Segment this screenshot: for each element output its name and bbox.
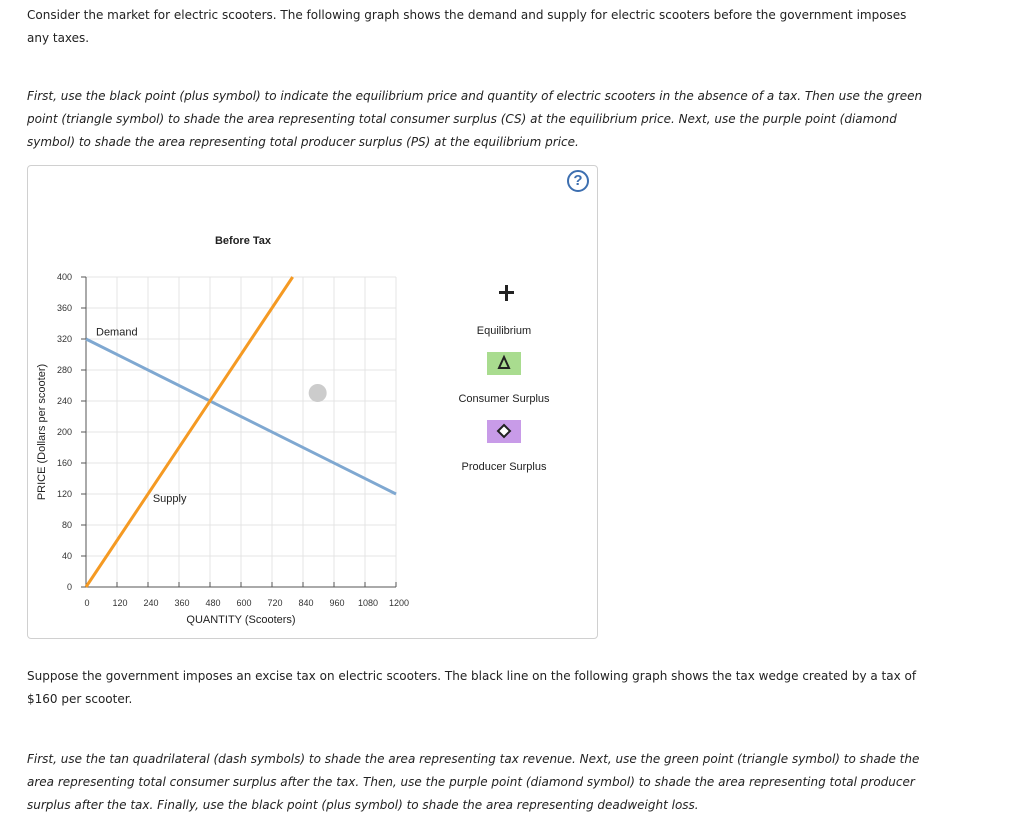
x-tick-label: 1200 bbox=[388, 598, 410, 608]
y-tick-label: 320 bbox=[56, 334, 72, 344]
x-tick-label: 480 bbox=[205, 598, 221, 608]
x-tick-label: 0 bbox=[84, 598, 90, 608]
demand-label: Demand bbox=[96, 326, 138, 339]
draggable-point[interactable] bbox=[309, 384, 327, 402]
intro-text: Consider the market for electric scooters. The following graph shows the demand and supply for electric scooters before the government imposes any taxes. bbox=[27, 8, 907, 45]
grid-lines bbox=[86, 277, 396, 587]
y-tick-label: 400 bbox=[56, 272, 72, 282]
y-tick-label: 240 bbox=[56, 396, 72, 406]
y-tick-label: 200 bbox=[56, 427, 72, 437]
y-tick-label: 280 bbox=[56, 365, 72, 375]
chart-title: Before Tax bbox=[214, 235, 272, 247]
producer-surplus-label: Producer Surplus bbox=[461, 461, 547, 473]
y-tick-label: 360 bbox=[56, 303, 72, 313]
y-tick-label: 120 bbox=[56, 489, 72, 499]
producer-surplus-tool[interactable] bbox=[462, 420, 547, 473]
x-tick-label: 1080 bbox=[357, 598, 379, 608]
x-tick-label: 120 bbox=[112, 598, 128, 608]
x-tick-label: 840 bbox=[298, 598, 314, 608]
supply-label: Supply bbox=[152, 492, 187, 505]
y-tick-label: 160 bbox=[56, 458, 72, 468]
y-axis-label: PRICE (Dollars per scooter) bbox=[36, 363, 48, 501]
instructions-before-tax: First, use the black point (plus symbol) to indicate the equilibrium price and quantity of electric scooters in the absence of a tax. Then use the green point (triangle symbol) to shade the area representing total consumer surplus (CS) at the equilibrium price. Next, use the purple point (diamond symbol) to shade the area representing total producer surplus (PS) at the equilibrium price. bbox=[27, 89, 923, 149]
consumer-surplus-tool[interactable] bbox=[458, 352, 550, 405]
help-icon[interactable]: ? bbox=[567, 170, 589, 192]
instructions-after-tax: First, use the tan quadrilateral (dash symbols) to shade the area representing tax revenue. Next, use the green point (triangle symbol) to shade the area representing total consumer surplus after the tax. Then, use the purple point (diamond symbol) to shade the area representing total producer surplus after the tax. Finally, use the black point (plus symbol) to shade the area representing deadweight loss. bbox=[27, 752, 920, 812]
y-tick-label: 0 bbox=[66, 582, 72, 592]
tax-intro-text: Suppose the government imposes an excise tax on electric scooters. The black line on the following graph shows the tax wedge created by a tax of $160 per scooter. bbox=[27, 669, 917, 706]
plus-symbol-icon bbox=[499, 285, 514, 301]
tick-labels bbox=[57, 272, 409, 608]
y-tick-label: 40 bbox=[61, 551, 72, 561]
x-tick-label: 600 bbox=[236, 598, 252, 608]
x-tick-label: 240 bbox=[143, 598, 159, 608]
equilibrium-tool[interactable] bbox=[477, 285, 531, 337]
x-tick-label: 960 bbox=[329, 598, 345, 608]
consumer-surplus-label: Consumer Surplus bbox=[458, 393, 550, 405]
x-tick-label: 720 bbox=[267, 598, 283, 608]
y-tick-label: 80 bbox=[61, 520, 72, 530]
x-tick-label: 360 bbox=[174, 598, 190, 608]
x-axis-label: QUANTITY (Scooters) bbox=[186, 614, 296, 626]
annotations bbox=[96, 326, 327, 505]
equilibrium-label: Equilibrium bbox=[476, 325, 532, 337]
